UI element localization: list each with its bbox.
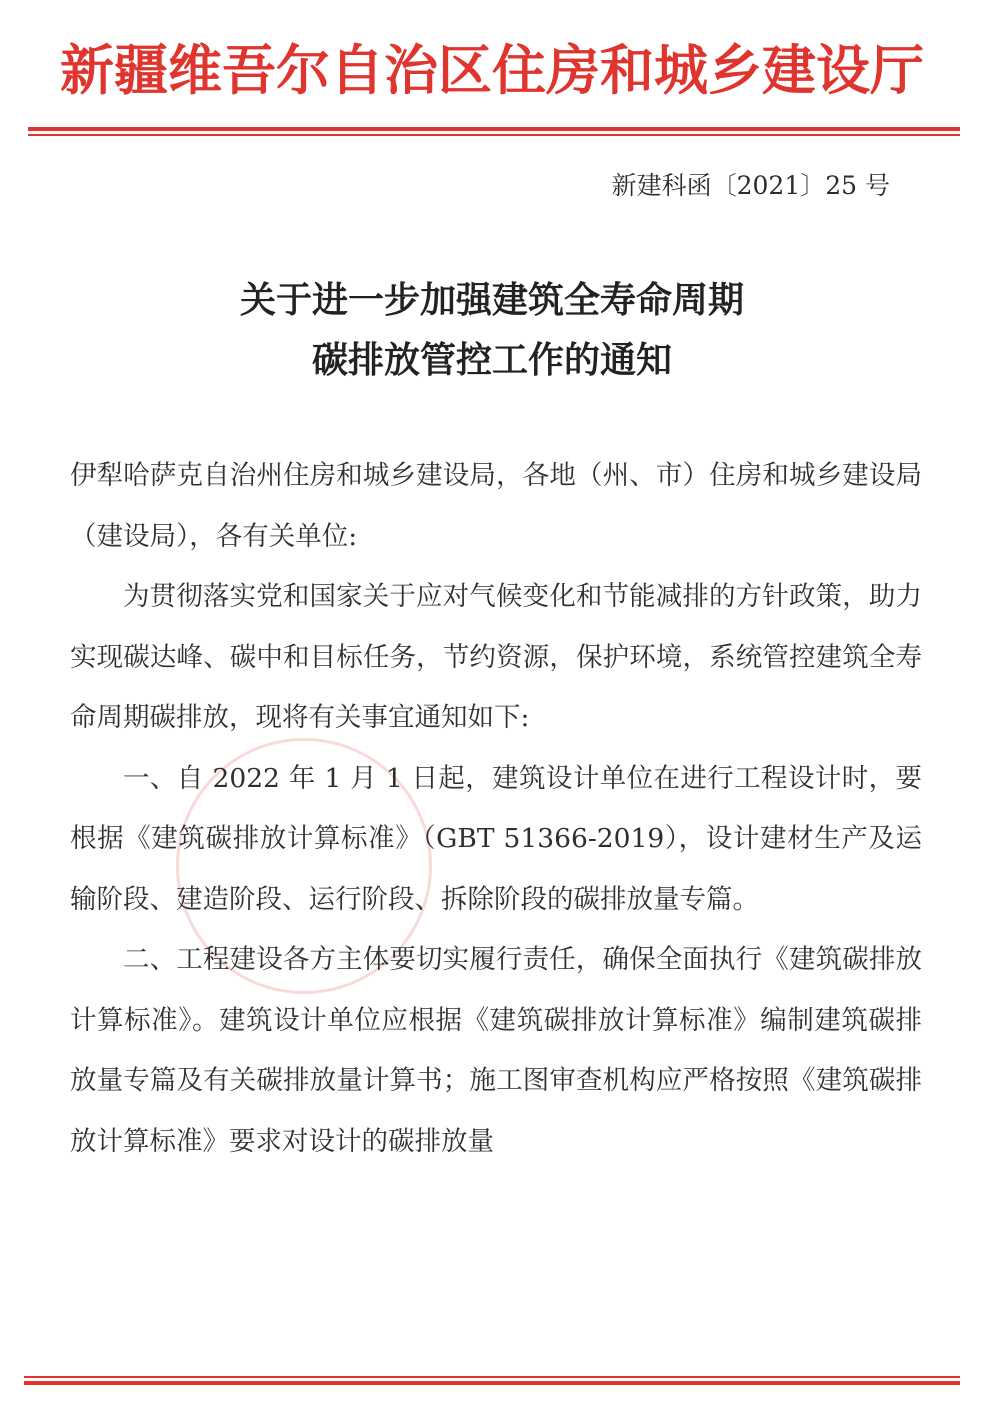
document-number: 新建科函〔2021〕25 号 — [611, 171, 890, 200]
item-2-paragraph: 二、工程建设各方主体要切实履行责任，确保全面执行《建筑碳排放计算标准》。建筑设计单位应根据《建筑碳排放计算标准》编制建筑碳排放量专篇及有关碳排放量计算书；施工图审查机构应严格按照《建筑碳排放计算标准》要求对设计的碳排放量 — [70, 944, 922, 1157]
document-title-line-1: 关于进一步加强建筑全寿命周期 — [239, 279, 744, 321]
document-title-line-2: 碳排放管控工作的通知 — [311, 339, 672, 381]
document-body — [70, 446, 922, 1172]
header-red-rule-thick — [28, 127, 960, 131]
item-1-paragraph: 一、自 2022 年 1 月 1 日起，建筑设计单位在进行工程设计时，要根据《建筑碳排放计算标准》（GBT 51366-2019），设计建材生产及运输阶段、建造阶段、运行阶段、拆除阶段的碳排放量专篇。 — [70, 762, 922, 915]
footer-red-rule-thick — [24, 1381, 960, 1385]
footer-red-rule-thin — [24, 1376, 960, 1378]
addressee-paragraph: 伊犁哈萨克自治州住房和城乡建设局，各地（州、市）住房和城乡建设局（建设局），各有关单位: — [70, 460, 922, 552]
issuer-masthead: 新疆维吾尔自治区住房和城乡建设厅 — [60, 38, 924, 102]
intro-paragraph: 为贯彻落实党和国家关于应对气候变化和节能减排的方针政策，助力实现碳达峰、碳中和目标任务，节约资源，保护环境，系统管控建筑全寿命周期碳排放，现将有关事宜通知如下: — [70, 581, 922, 733]
header-red-rule-thin — [28, 134, 960, 136]
